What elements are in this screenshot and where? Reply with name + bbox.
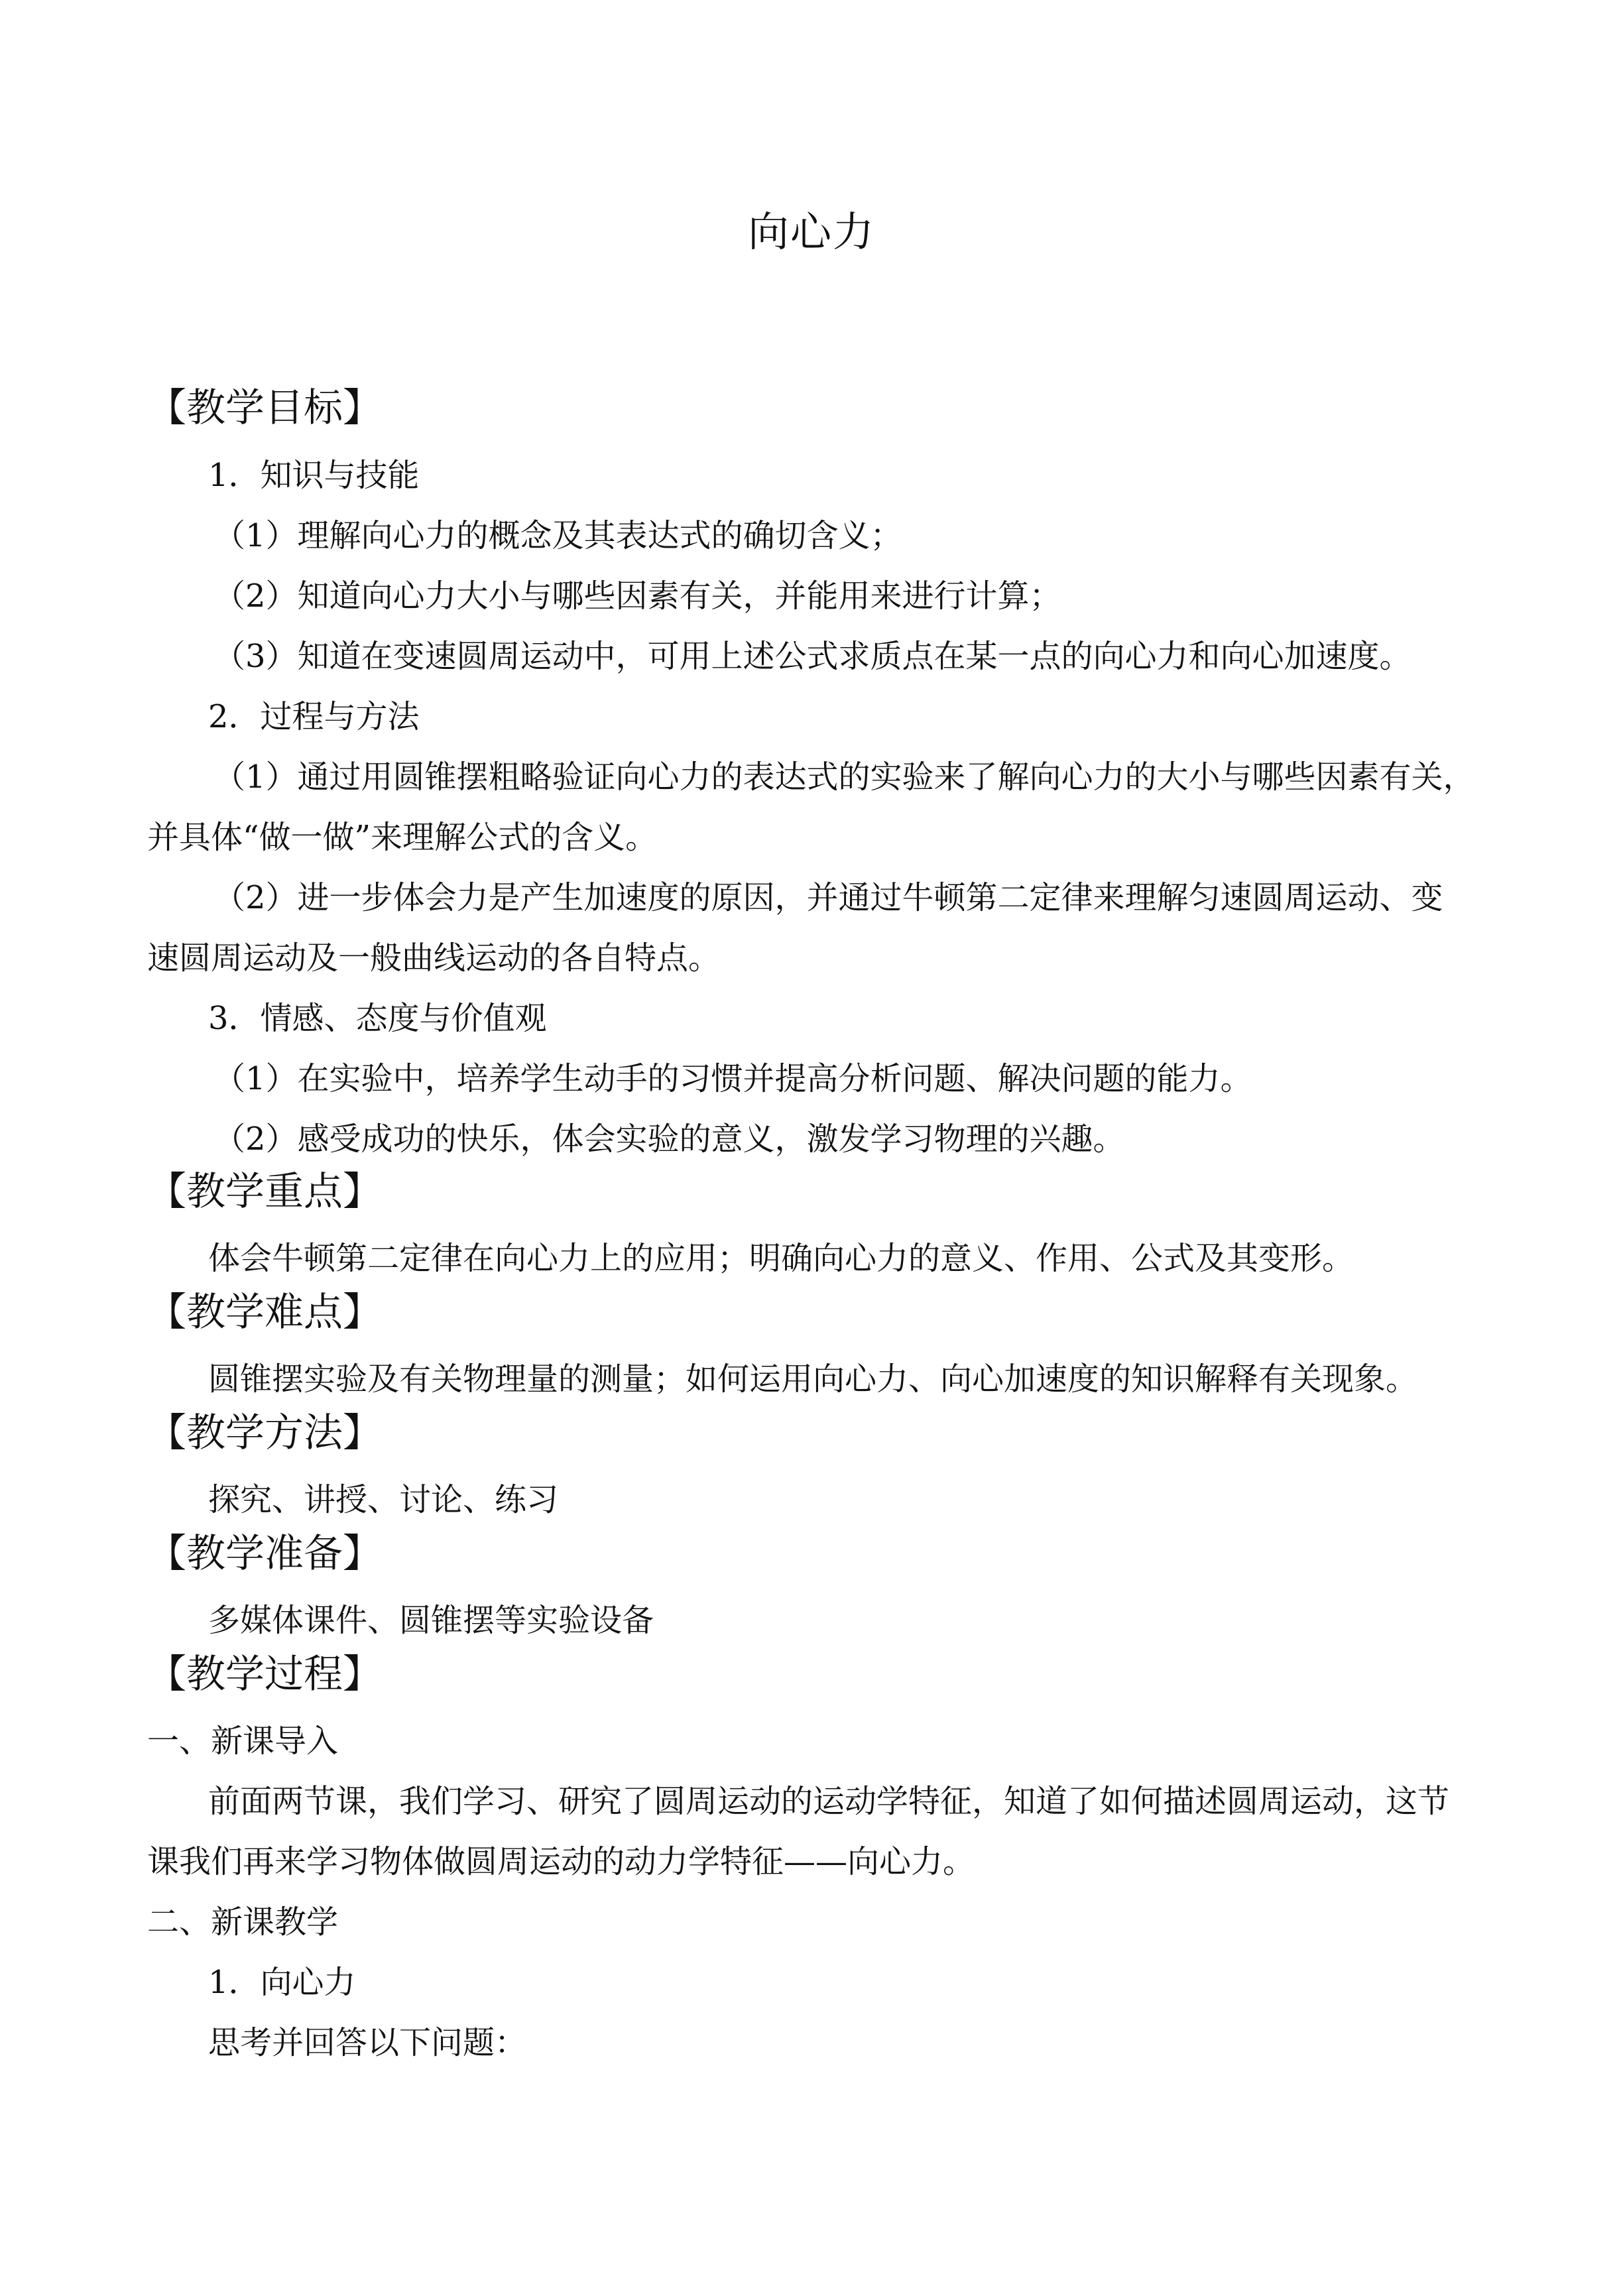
paragraph: 体会牛顿第二定律在向心力上的应用；明确向心力的意义、作用、公式及其变形。 xyxy=(208,1240,1354,1277)
heading-objectives: 【教学目标】 xyxy=(147,385,383,430)
heading-process: 【教学过程】 xyxy=(147,1651,383,1697)
subheading-centripetal-force: 1．向心力 xyxy=(208,1964,356,2001)
subheading-emotion-values: 3．情感、态度与价值观 xyxy=(208,1000,547,1037)
paragraph: 思考并回答以下问题： xyxy=(208,2024,527,2061)
subheading-knowledge-skills: 1．知识与技能 xyxy=(208,457,420,494)
paragraph: 前面两节课，我们学习、研究了圆周运动的运动学特征，知道了如何描述圆周运动，这节 xyxy=(208,1783,1450,1820)
paragraph-continuation: 课我们再来学习物体做圆周运动的动力学特征——向心力。 xyxy=(147,1843,975,1880)
paragraph: 探究、讲授、讨论、练习 xyxy=(208,1481,559,1518)
document-title: 向心力 xyxy=(747,208,875,256)
list-item: （1）通过用圆锥摆粗略验证向心力的表达式的实验来了解向心力的大小与哪些因素有关， xyxy=(213,758,1475,796)
subheading-process-methods: 2．过程与方法 xyxy=(208,698,420,735)
list-item: （1）理解向心力的概念及其表达式的确切含义； xyxy=(213,517,902,554)
list-item: （2）感受成功的快乐，体会实验的意义，激发学习物理的兴趣。 xyxy=(213,1120,1125,1158)
list-item: （1）在实验中，培养学生动手的习惯并提高分析问题、解决问题的能力。 xyxy=(213,1060,1252,1097)
list-item: （2）进一步体会力是产生加速度的原因，并通过牛顿第二定律来理解匀速圆周运动、变 xyxy=(213,879,1443,916)
section-label: 二、新课教学 xyxy=(147,1903,339,1941)
list-item: （2）知道向心力大小与哪些因素有关，并能用来进行计算； xyxy=(213,577,1061,615)
list-item-continuation: 速圆周运动及一般曲线运动的各自特点。 xyxy=(147,939,721,977)
section-label: 一、新课导入 xyxy=(147,1722,339,1760)
paragraph: 多媒体课件、圆锥摆等实验设备 xyxy=(208,1602,654,1639)
paragraph: 圆锥摆实验及有关物理量的测量；如何运用向心力、向心加速度的知识解释有关现象。 xyxy=(208,1360,1418,1398)
list-item: （3）知道在变速圆周运动中，可用上述公式求质点在某一点的向心力和向心加速度。 xyxy=(213,638,1412,675)
heading-methods: 【教学方法】 xyxy=(147,1410,383,1455)
heading-key-points: 【教学重点】 xyxy=(147,1168,383,1214)
heading-preparation: 【教学准备】 xyxy=(147,1530,383,1576)
heading-difficulties: 【教学难点】 xyxy=(147,1289,383,1335)
list-item-continuation: 并具体“做一做”来理解公式的含义。 xyxy=(147,819,658,856)
